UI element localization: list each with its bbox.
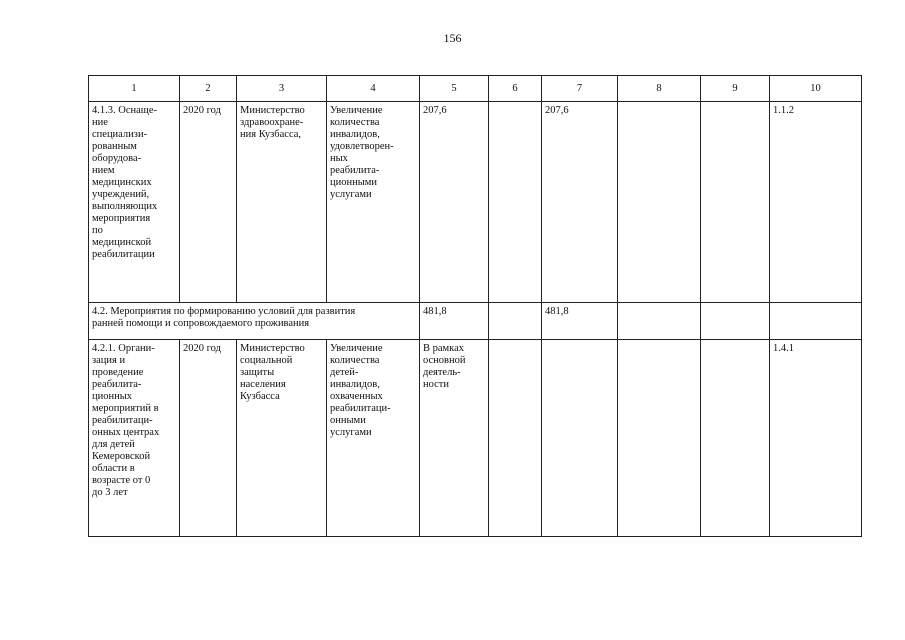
value-cell: 481,8	[420, 303, 489, 340]
page-number: 156	[443, 31, 462, 45]
indicator-ref-cell: 1.1.2	[770, 102, 862, 303]
header-cell: 8	[618, 76, 701, 102]
activity-name-cell: 4.2.1. Органи- зация и проведение реабилита- ционных мероприятий в реабилитаци- онных центрах для детей Кемеровской области в возрасте от 0 до 3 лет	[89, 340, 180, 537]
indicator-ref-cell: 1.4.1	[770, 340, 862, 537]
value-cell	[701, 303, 770, 340]
table-row	[89, 303, 862, 340]
data-table	[88, 75, 862, 537]
header-cell: 4	[327, 76, 420, 102]
period-cell: 2020 год	[180, 102, 237, 303]
period-cell: 2020 год	[180, 340, 237, 537]
header-row	[89, 76, 862, 102]
value-cell	[701, 340, 770, 537]
value-cell: 207,6	[420, 102, 489, 303]
value-cell	[489, 340, 542, 537]
value-cell	[701, 102, 770, 303]
value-cell	[618, 102, 701, 303]
value-cell	[489, 303, 542, 340]
header-cell: 2	[180, 76, 237, 102]
executor-cell: Министерство здравоохране- ния Кузбасса,	[237, 102, 327, 303]
header-cell: 7	[542, 76, 618, 102]
activity-name-cell: 4.1.3. Оснаще- ние специализи- рованным оборудова- нием медицинских учреждений, выполняющих мероприятия по медицинской реабилитации	[89, 102, 180, 303]
value-cell	[542, 340, 618, 537]
header-cell: 9	[701, 76, 770, 102]
value-cell	[618, 340, 701, 537]
result-cell: Увеличение количества детей- инвалидов, охваченных реабилитаци- онными услугами	[327, 340, 420, 537]
header-cell: 5	[420, 76, 489, 102]
header-cell: 3	[237, 76, 327, 102]
value-cell: 207,6	[542, 102, 618, 303]
table-row	[89, 102, 862, 303]
header-cell: 10	[770, 76, 862, 102]
header-cell: 1	[89, 76, 180, 102]
value-cell: 481,8	[542, 303, 618, 340]
header-cell: 6	[489, 76, 542, 102]
indicator-ref-cell	[770, 303, 862, 340]
table-row	[89, 340, 862, 537]
value-cell	[618, 303, 701, 340]
executor-cell: Министерство социальной защиты населения Кузбасса	[237, 340, 327, 537]
result-cell: Увеличение количества инвалидов, удовлетворен- ных реабилита- ционными услугами	[327, 102, 420, 303]
section-title-cell: 4.2. Мероприятия по формированию условий для развития ранней помощи и сопровождаемого проживания	[89, 303, 420, 340]
value-cell	[489, 102, 542, 303]
value-cell: В рамках основной деятель- ности	[420, 340, 489, 537]
